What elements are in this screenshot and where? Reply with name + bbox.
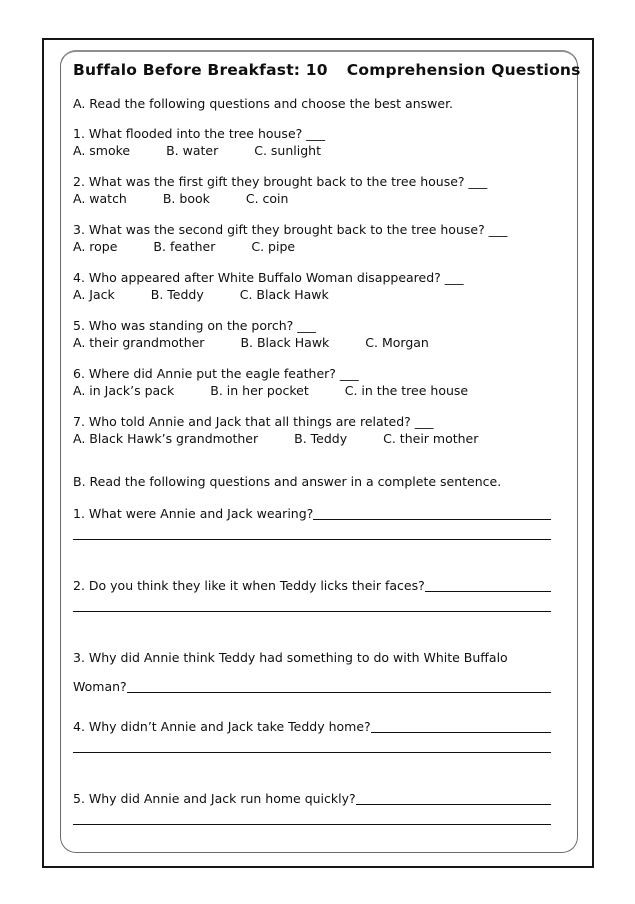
answer-options-row <box>73 286 551 303</box>
question-text: 1. What flooded into the tree house? ___ <box>73 126 325 141</box>
answer-option: B. Teddy <box>294 431 348 446</box>
open-response-question <box>73 649 551 699</box>
answer-option: A. in Jack’s pack <box>73 383 175 398</box>
answer-blank-line <box>73 752 551 753</box>
question-text: 2. Do you think they like it when Teddy licks their faces? <box>73 578 425 593</box>
section-a-instruction: A. Read the following questions and choose the best answer. <box>73 96 454 111</box>
answer-option: B. in her pocket <box>210 383 309 398</box>
worksheet-content <box>61 52 581 852</box>
question-text: 5. Who was standing on the porch? ___ <box>73 318 317 333</box>
answer-option: A. smoke <box>73 143 131 158</box>
question-line <box>73 577 551 598</box>
question-text: 5. Why did Annie and Jack run home quickly? <box>73 791 356 806</box>
answer-options-row <box>73 334 551 351</box>
question-text: 1. What were Annie and Jack wearing? <box>73 506 314 521</box>
worksheet-card <box>60 50 581 853</box>
answer-option: C. in the tree house <box>344 383 469 398</box>
answer-option: C. Black Hawk <box>239 287 329 302</box>
answer-option: B. Teddy <box>150 287 204 302</box>
question-text: 7. Who told Annie and Jack that all things are related? ___ <box>73 414 434 429</box>
answer-blank-line <box>73 824 551 825</box>
answer-blank-inline <box>425 591 551 592</box>
question-text: Woman? <box>73 679 127 694</box>
answer-option: A. Black Hawk’s grandmother <box>73 431 259 446</box>
multiple-choice-question <box>73 317 551 351</box>
answer-option: B. Black Hawk <box>240 335 330 350</box>
multiple-choice-question <box>73 413 551 447</box>
answer-blank-line <box>73 539 551 540</box>
answer-blank-inline <box>356 804 551 805</box>
multiple-choice-question <box>73 365 551 399</box>
worksheet-title <box>73 60 581 80</box>
answer-option: A. Jack <box>73 287 115 302</box>
answer-options-row <box>73 142 551 159</box>
multiple-choice-question <box>73 269 551 303</box>
question-text: 2. What was the first gift they brought back to the tree house? ___ <box>73 174 488 189</box>
answer-option: C. pipe <box>251 239 296 254</box>
answer-option: C. their mother <box>383 431 479 446</box>
answer-option: C. coin <box>245 191 289 206</box>
answer-option: C. Morgan <box>365 335 429 350</box>
answer-blank-line <box>73 611 551 612</box>
answer-option: A. rope <box>73 239 118 254</box>
title-worksheet-type: Comprehension Questions <box>346 61 581 79</box>
answer-blank-inline <box>127 692 551 693</box>
question-text: 3. What was the second gift they brought back to the tree house? ___ <box>73 222 508 237</box>
question-line <box>73 678 551 699</box>
question-line <box>73 718 551 739</box>
multiple-choice-question <box>73 173 551 207</box>
answer-blank-inline <box>371 732 551 733</box>
answer-options-row <box>73 430 551 447</box>
question-line <box>73 790 551 811</box>
section-a-questions <box>73 125 551 447</box>
question-text: 4. Why didn’t Annie and Jack take Teddy home? <box>73 719 371 734</box>
title-book-name: Buffalo Before Breakfast: 10 <box>73 61 328 79</box>
answer-options-row <box>73 382 551 399</box>
section-b-instruction: B. Read the following questions and answer in a complete sentence. <box>73 474 502 489</box>
question-text: 4. Who appeared after White Buffalo Woman disappeared? ___ <box>73 270 464 285</box>
answer-options-row <box>73 238 551 255</box>
answer-option: C. sunlight <box>254 143 321 158</box>
multiple-choice-question <box>73 221 551 255</box>
open-response-question <box>73 505 551 540</box>
open-response-question <box>73 577 551 612</box>
page-border-frame <box>42 38 594 868</box>
answer-blank-inline <box>313 519 551 520</box>
section-b-questions <box>73 505 551 825</box>
answer-option: A. watch <box>73 191 127 206</box>
answer-option: B. book <box>162 191 210 206</box>
open-response-question <box>73 790 551 825</box>
question-text: 6. Where did Annie put the eagle feather? ___ <box>73 366 359 381</box>
multiple-choice-question <box>73 125 551 159</box>
question-line <box>73 505 551 526</box>
answer-option: B. water <box>166 143 219 158</box>
answer-option: B. feather <box>153 239 216 254</box>
open-response-question <box>73 718 551 753</box>
question-text-wrapped: 3. Why did Annie think Teddy had something to do with White Buffalo <box>73 650 508 665</box>
answer-options-row <box>73 190 551 207</box>
answer-option: A. their grandmother <box>73 335 205 350</box>
